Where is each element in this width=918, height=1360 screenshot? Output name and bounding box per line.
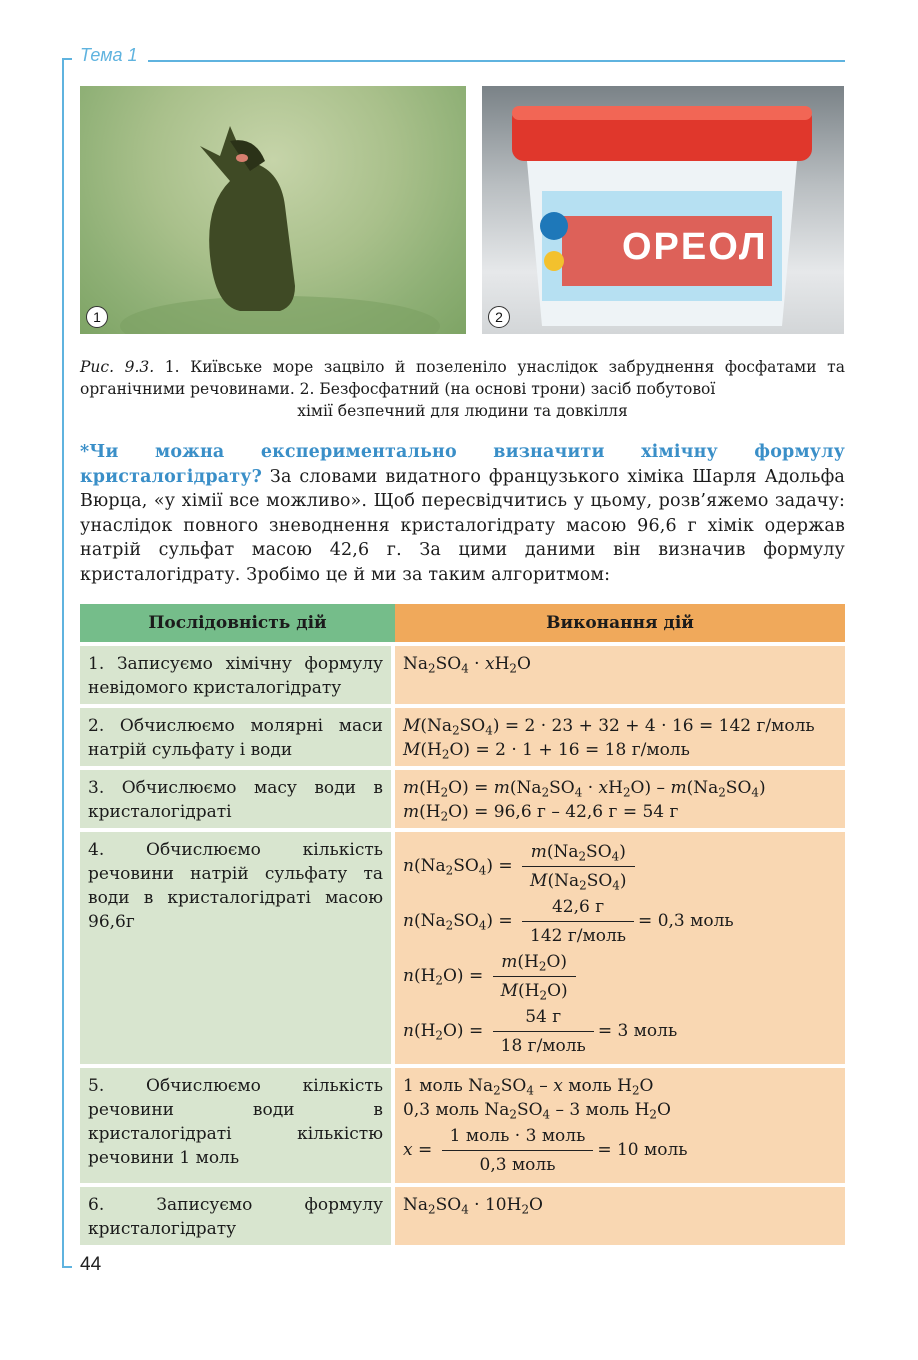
table-row	[80, 770, 845, 828]
result-text: = 3 моль	[597, 1021, 678, 1041]
value-text: = 96,6 г – 42,6 г = 54 г	[468, 802, 679, 822]
step-cell: 5. Обчислюємо кількість речовини води в кристалогідраті кількістю речовини 1 моль	[80, 1068, 395, 1183]
photo-dog-in-water	[80, 86, 466, 334]
execution-cell: 1 моль $Na_2SO_4$ – x моль $H_2O$ 0,3 моль $Na_2SO_4 - 3$ моль $H_2O$ x = $\frac{\text{1 моль · 3 моль}}{\text{0,3 моль}}$ = 10 моль	[395, 1068, 845, 1183]
step-cell: 1. Записуємо хімічну формулу невідомого кристалогідрату	[80, 646, 395, 704]
algorithm-table	[80, 600, 845, 1249]
product-name: ОРЕОЛ	[622, 226, 768, 268]
step-cell: 6. Записуємо формулу кристалогідрату	[80, 1187, 395, 1245]
step-cell: 4. Обчислюємо кількість речовини натрій сульфату та води в кристалогідраті масою 96,6г	[80, 832, 395, 1064]
fraction-denominator: 142 г/моль	[530, 926, 627, 946]
page-number: 44	[80, 1254, 102, 1275]
fraction-numerator: 54 г	[493, 1005, 594, 1032]
figure-caption	[80, 356, 845, 422]
execution-cell: $m(H_2O) = m(Na_2SO_4 \cdot xH_2O) - m(Na_2SO_4)$ $m(H_2O) = 96,6$ г – 42,6 г = 54 г	[395, 770, 845, 828]
footer-tick	[62, 1266, 72, 1268]
problem-paragraph	[80, 440, 845, 587]
execution-cell: $Na_2SO_4 \cdot 10H_2O$	[395, 1187, 845, 1245]
execution-cell: $Na_2SO_4 \cdot xH_2O$	[395, 646, 845, 704]
table-row	[80, 832, 845, 1064]
problem-text: За словами видатного французького хіміка Шарля Адольфа Вюрца, «у хімії все можливо». Щоб пересвідчитись у цьому, розв’яжемо задачу: унаслідок повного зневоднення кристалогідрату масою 96,6 г хімік одержав натрій сульфат масою 42,6 г. За цими даними він визначив формулу кристалогідрату. Зробімо це й ми за таким алгоритмом:	[80, 466, 845, 585]
fraction-denominator: 0,3 моль	[479, 1155, 556, 1175]
fraction-numerator: 42,6 г	[522, 895, 634, 922]
column-header-execution: Виконання дій	[395, 604, 845, 642]
topic-label: Тема 1	[80, 45, 138, 65]
value-text: = 2 · 1 + 16 = 18 г/моль	[470, 740, 690, 760]
question-text: *Чи можна експериментально визначити хімічну формулу кристалогідрату?	[80, 442, 845, 487]
step-cell: 3. Обчислюємо масу води в кристалогідраті	[80, 770, 395, 828]
table-row	[80, 708, 845, 766]
photo-badge-1: 1	[86, 306, 108, 328]
photo-badge-2: 2	[488, 306, 510, 328]
detergent-box-illustration	[482, 86, 844, 334]
result-text: = 10 моль	[597, 1140, 688, 1160]
execution-cell: $M(Na_2SO_4) = 2 \cdot 23 + 32 + 4 \cdot 16 = 142$ г/моль $M(H_2O) = 2 \cdot 1 + 16 = 18$ г/моль	[395, 708, 845, 766]
table-row	[80, 1068, 845, 1183]
table-row	[80, 1187, 845, 1245]
dog-illustration	[80, 86, 466, 334]
result-text: = 0,3 моль	[638, 911, 734, 931]
header-line	[148, 60, 845, 62]
execution-cell: $n(Na_2SO_4)$ = $\frac{m(Na_2SO_4)}{M(Na_2SO_4)}$ $n(Na_2SO_4)$ = $\frac{42,6 г}{\text{142 г/моль}}$ = 0,3 моль $n(H_2O)$ = $\frac{m(H_2O)}{M(H_2O)}$ $n(H_2O)$ = $\frac{54 г}{\text{18 г/моль}}$ = 3 моль	[395, 832, 845, 1064]
margin-rule	[62, 58, 64, 1268]
fraction-numerator: 1 моль · 3 моль	[442, 1124, 594, 1151]
caption-text: 1. Київське море зацвіло й позеленіло унаслідок забруднення фосфатами та органічними речовинами. 2. Безфосфатний (на основі трони) засіб побутової	[80, 358, 845, 398]
header-tick	[62, 58, 72, 60]
photo-detergent-box	[482, 86, 844, 334]
table-row	[80, 646, 845, 704]
caption-text-end: хімії безпечний для людини та довкілля	[297, 402, 628, 420]
column-header-steps: Послідовність дій	[80, 604, 395, 642]
step-cell: 2. Обчислюємо молярні маси натрій сульфату і води	[80, 708, 395, 766]
table-header-row	[80, 604, 845, 642]
fraction-denominator: 18 г/моль	[500, 1036, 586, 1056]
value-text: = 2 · 23 + 32 + 4 · 16 = 142 г/моль	[499, 716, 815, 736]
caption-label: Рис. 9.3.	[80, 358, 155, 376]
